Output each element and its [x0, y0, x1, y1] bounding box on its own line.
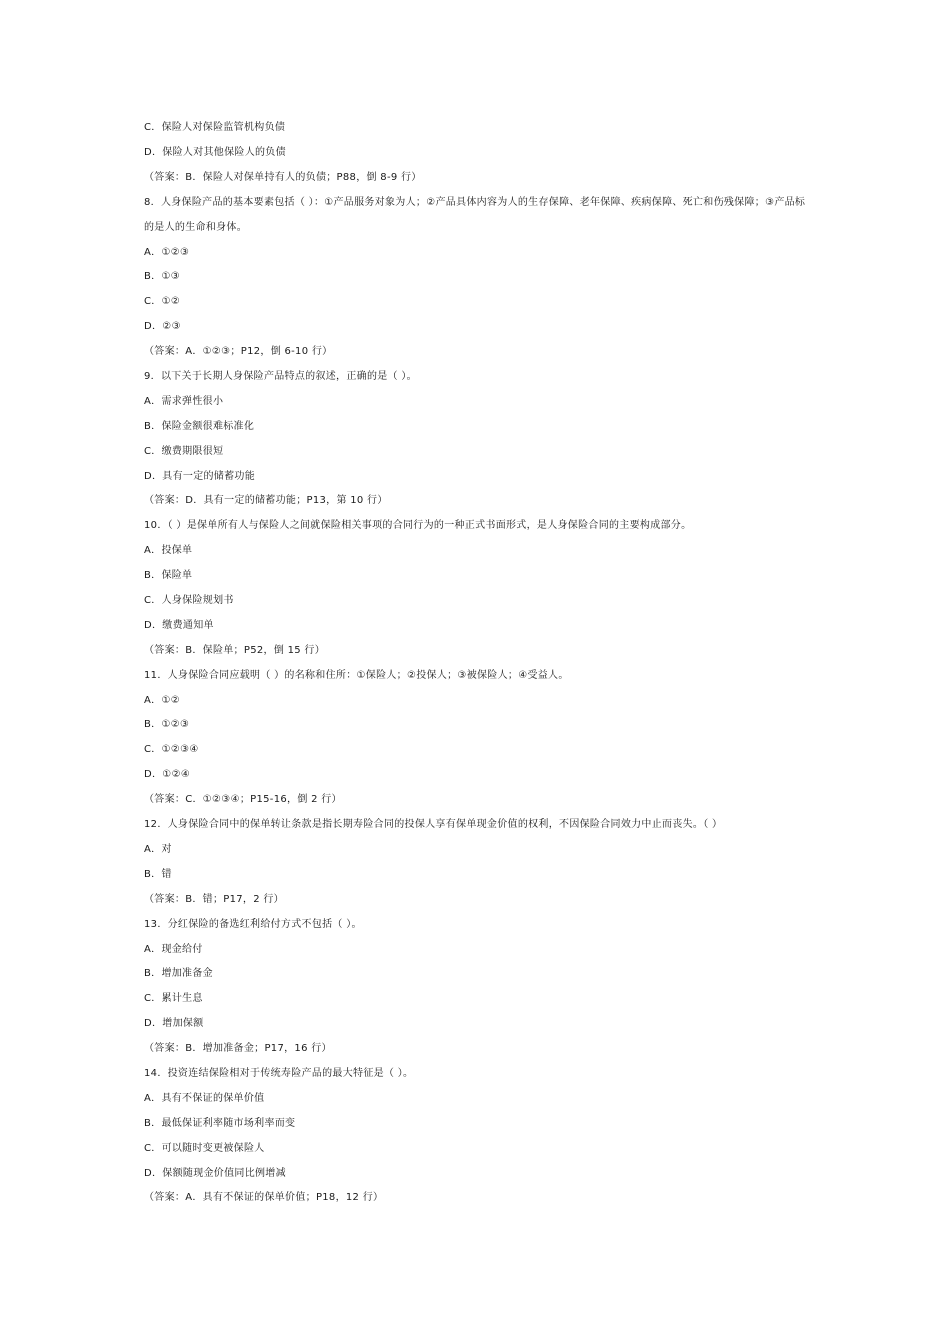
- option-b-q12: B．错: [144, 868, 172, 880]
- option-a-q8: A．①②③: [144, 246, 190, 258]
- question-14: 14．投资连结保险相对于传统寿险产品的最大特征是（ ）。: [144, 1067, 414, 1079]
- option-d-q7: D．保险人对其他保险人的负债: [144, 146, 286, 158]
- option-c-q10: C．人身保险规划书: [144, 595, 234, 607]
- option-c-q7: C．保险人对保险监管机构负债: [144, 122, 286, 133]
- question-8: 8．人身保险产品的基本要素包括（ ）：①产品服务对象为人；②产品具体内容为人的生存保障、老年保障、疾病保障、死亡和伤残保障；③产品标的是人的生命和身体。: [144, 197, 806, 234]
- option-c-q8: C．①②: [144, 296, 181, 308]
- option-b-q10: B．保险单: [144, 570, 193, 582]
- answer-q7: （答案：B．保险人对保单持有人的负债；P88，倒 8-9 行）: [144, 171, 422, 183]
- option-c-q11: C．①②③④: [144, 744, 199, 756]
- option-b-q8: B．①③: [144, 271, 180, 283]
- option-d-q8: D．②③: [144, 321, 181, 333]
- answer-q10: （答案：B．保险单；P52，倒 15 行）: [144, 644, 325, 656]
- option-d-q9: D．具有一定的储蓄功能: [144, 470, 255, 482]
- option-c-q13: C．累计生息: [144, 993, 203, 1005]
- answer-q13: （答案：B．增加准备金；P17，16 行）: [144, 1043, 332, 1055]
- question-9: 9．以下关于长期人身保险产品特点的叙述，正确的是（ ）。: [144, 371, 417, 383]
- option-d-q11: D．①②④: [144, 769, 191, 781]
- answer-q8: （答案：A．①②③；P12，倒 6-10 行）: [144, 346, 333, 358]
- option-d-q10: D．缴费通知单: [144, 619, 214, 631]
- question-10: 10．（ ）是保单所有人与保险人之间就保险相关事项的合同行为的一种正式书面形式，是人身保险合同的主要构成部分。: [144, 520, 692, 532]
- answer-q9: （答案：D．具有一定的储蓄功能；P13，第 10 行）: [144, 495, 388, 507]
- question-12: 12．人身保险合同中的保单转让条款是指长期寿险合同的投保人享有保单现金价值的权利，不因保险合同效力中止而丧失。（ ）: [144, 819, 723, 831]
- option-a-q13: A．现金给付: [144, 943, 203, 955]
- option-c-q14: C．可以随时变更被保险人: [144, 1142, 265, 1154]
- option-a-q9: A．需求弹性很小: [144, 395, 224, 407]
- question-13: 13．分红保险的备选红利给付方式不包括（ ）。: [144, 918, 362, 930]
- option-c-q9: C．缴费期限很短: [144, 445, 224, 457]
- exam-content: [144, 121, 814, 1216]
- option-a-q11: A．①②: [144, 694, 180, 706]
- option-d-q13: D．增加保额: [144, 1018, 204, 1030]
- option-a-q12: A．对: [144, 843, 172, 855]
- option-b-q13: B．增加准备金: [144, 968, 213, 980]
- option-a-q10: A．投保单: [144, 545, 193, 557]
- option-b-q14: B．最低保证利率随市场利率而变: [144, 1117, 296, 1129]
- option-d-q14: D．保额随现金价值同比例增减: [144, 1167, 286, 1179]
- answer-q11: （答案：C．①②③④；P15-16，倒 2 行）: [144, 794, 342, 806]
- answer-q12: （答案：B．错；P17，2 行）: [144, 893, 284, 905]
- option-a-q14: A．具有不保证的保单价值: [144, 1092, 265, 1104]
- option-b-q9: B．保险金额很难标准化: [144, 420, 255, 432]
- question-11: 11．人身保险合同应载明（ ）的名称和住所：①保险人；②投保人；③被保险人；④受益人。: [144, 669, 569, 681]
- answer-q14: （答案：A．具有不保证的保单价值；P18，12 行）: [144, 1192, 384, 1204]
- option-b-q11: B．①②③: [144, 719, 190, 731]
